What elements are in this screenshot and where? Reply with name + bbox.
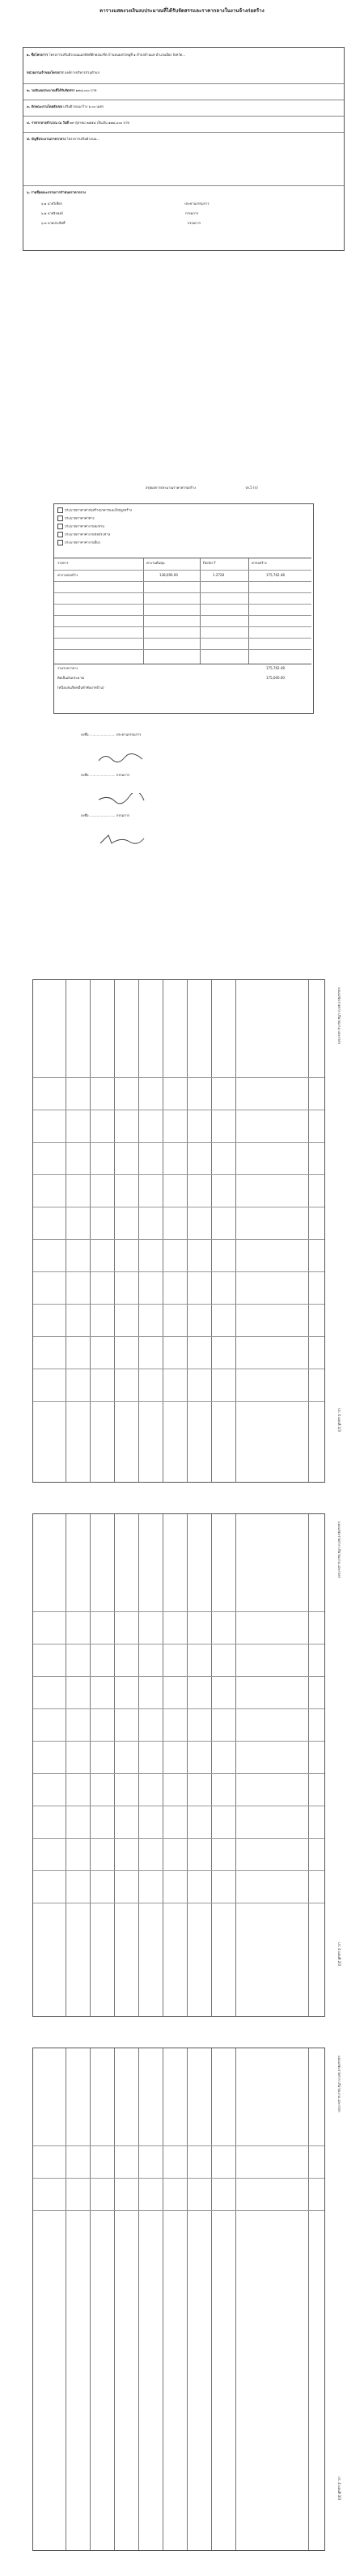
summary-page (0, 0, 364, 955)
boq-form-3: ปร. 4 แผ่นที่ 3/3 (337, 2476, 341, 2501)
sign-line-1: ลงชื่อ ......................... ประธานกรรมการ (81, 732, 142, 736)
item-3: ๓. ลักษณะงานโดยสังเขป เสริมผิวถนนกว้าง ๖.๐๐ เมตร (27, 104, 104, 108)
item-2: ๒. วงเงินงบประมาณที่ได้รับจัดสรร ๑๗๘,๐๐๐ บาท (27, 88, 97, 92)
td-factor: 1.2728 (213, 573, 224, 577)
summary-table (54, 558, 311, 664)
boq-title-1: แบบแสดงรายการ ปริมาณงาน และราคา (337, 987, 341, 1045)
td-total: 175,762.48 (266, 573, 285, 577)
boq-form-2: ปร. 4 แผ่นที่ 2/3 (337, 1942, 341, 1967)
item-6: ๖. รายชื่อคณะกรรมการกำหนดราคากลาง (27, 190, 86, 194)
document-title: ตารางแสดงวงเงินงบประมาณที่ได้รับจัดสรรและราคากลางในงานจ้างก่อสร้าง (99, 8, 265, 14)
th-factor: Factor F (203, 561, 216, 565)
summary-header: สรุปผลการประมาณราคาค่าก่อสร้าง ปร.5 (ก) (146, 486, 258, 490)
boq-sheet-3 (0, 2039, 364, 2557)
total-label: รวมราคากลาง (57, 666, 78, 670)
rounded-text: (หนึ่งแสนเจ็ดหมื่นห้าพันบาทถ้วน) (57, 685, 104, 690)
td-cost: 138,090.00 (159, 573, 178, 577)
rounded-value: 175,000.00 (266, 676, 285, 680)
committee-3: ๖.๓ นายประสิทธิ์ กรรมการ (41, 221, 201, 225)
check-4: ประมาณราคาค่างานชลประทาน (57, 532, 110, 537)
signature-2 (97, 793, 146, 804)
boq-title-2: แบบแสดงรายการ ปริมาณงาน และราคา (337, 1521, 341, 1579)
td-item: ค่างานก่อสร้าง (57, 573, 78, 577)
committee-2: ๖.๒ นายจิรพงษ์ กรรมการ (41, 211, 199, 215)
signature-1 (97, 753, 146, 764)
boq-table-1 (32, 979, 325, 1483)
sign-line-2: ลงชื่อ ......................... กรรมการ (81, 773, 130, 777)
boq-title-3: แบบแสดงรายการ ปริมาณงาน และราคา (337, 2056, 341, 2113)
project-info-box (23, 47, 345, 251)
item-4: ๔. ราคากลางคำนวณ ณ วันที่ ๒๙ ตุลาคม ๒๕๕๘ เป็นเงิน ๑๗๘,๐๐๐ บาท (27, 121, 129, 125)
check-5: ประมาณราคาค่างานอื่นๆ (57, 540, 100, 545)
boq-sheet-2 (0, 1505, 364, 2023)
signature-3 (97, 834, 146, 847)
total-value: 175,762.48 (266, 666, 285, 670)
check-2: ประมาณราคาค่าทาง (57, 516, 95, 521)
summary-box (53, 503, 314, 714)
boq-table-3 (32, 2048, 325, 2551)
check-1: ประมาณราคาค่าก่อสร้างอาคารและสิ่งปลูกสร้าง (57, 507, 132, 513)
boq-form-1: ปร. 4 แผ่นที่ 1/3 (337, 1408, 341, 1432)
boq-sheet-1 (0, 971, 364, 1489)
th-total: ค่าก่อสร้าง (252, 561, 267, 565)
th-cost: ค่างานต้นทุน (146, 561, 165, 565)
item-5: ๕. บัญชีประมาณราคากลาง โครงการเสริมผิวถนน... (27, 137, 100, 141)
th-item: รายการ (57, 561, 69, 565)
committee-1: ๖.๑ นายวิเชียร ประธานกรรมการ (41, 202, 210, 206)
rounded-label: คิดเป็นเงินประมาณ (57, 676, 85, 680)
item-owner: หน่วยงานเจ้าของโครงการ องค์การบริหารส่วนตำบล (27, 70, 99, 74)
check-3: ประมาณราคาค่างานสะพาน (57, 524, 104, 529)
boq-table-2 (32, 1513, 325, 2017)
sign-line-3: ลงชื่อ ......................... กรรมการ (81, 813, 130, 817)
item-1: ๑. ชื่อโครงการ โครงการเสริมผิวถนนแอสฟัลท์ติกคอนกรีต บ้านหนองบัวหมู่ที่ ๑ ตำบลบ้านแห่ อำเภอเมือง จังหวัด... (27, 53, 186, 57)
